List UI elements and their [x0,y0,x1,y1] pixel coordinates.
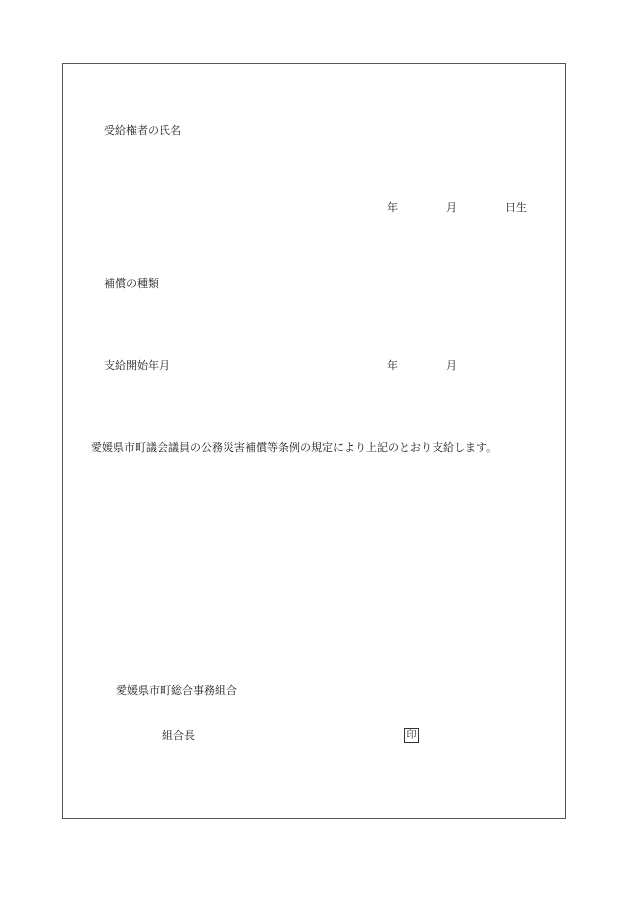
payment-start-year-suffix: 年 [387,359,398,372]
issuer-organization: 愛媛県市町総合事務組合 [116,684,237,697]
birth-month-suffix: 月 [446,201,457,214]
payment-statement: 愛媛県市町議会議員の公務災害補償等条例の規定により上記のとおり支給します。 [91,441,498,454]
recipient-name-label: 受給権者の氏名 [104,124,181,137]
compensation-type-label: 補償の種類 [104,277,159,290]
issuer-title: 組合長 [162,729,195,742]
seal-mark: 印 [404,728,419,743]
birth-day-suffix: 日生 [505,201,527,214]
payment-start-month-suffix: 月 [446,359,457,372]
birth-year-suffix: 年 [387,201,398,214]
payment-start-label: 支給開始年月 [104,359,170,372]
